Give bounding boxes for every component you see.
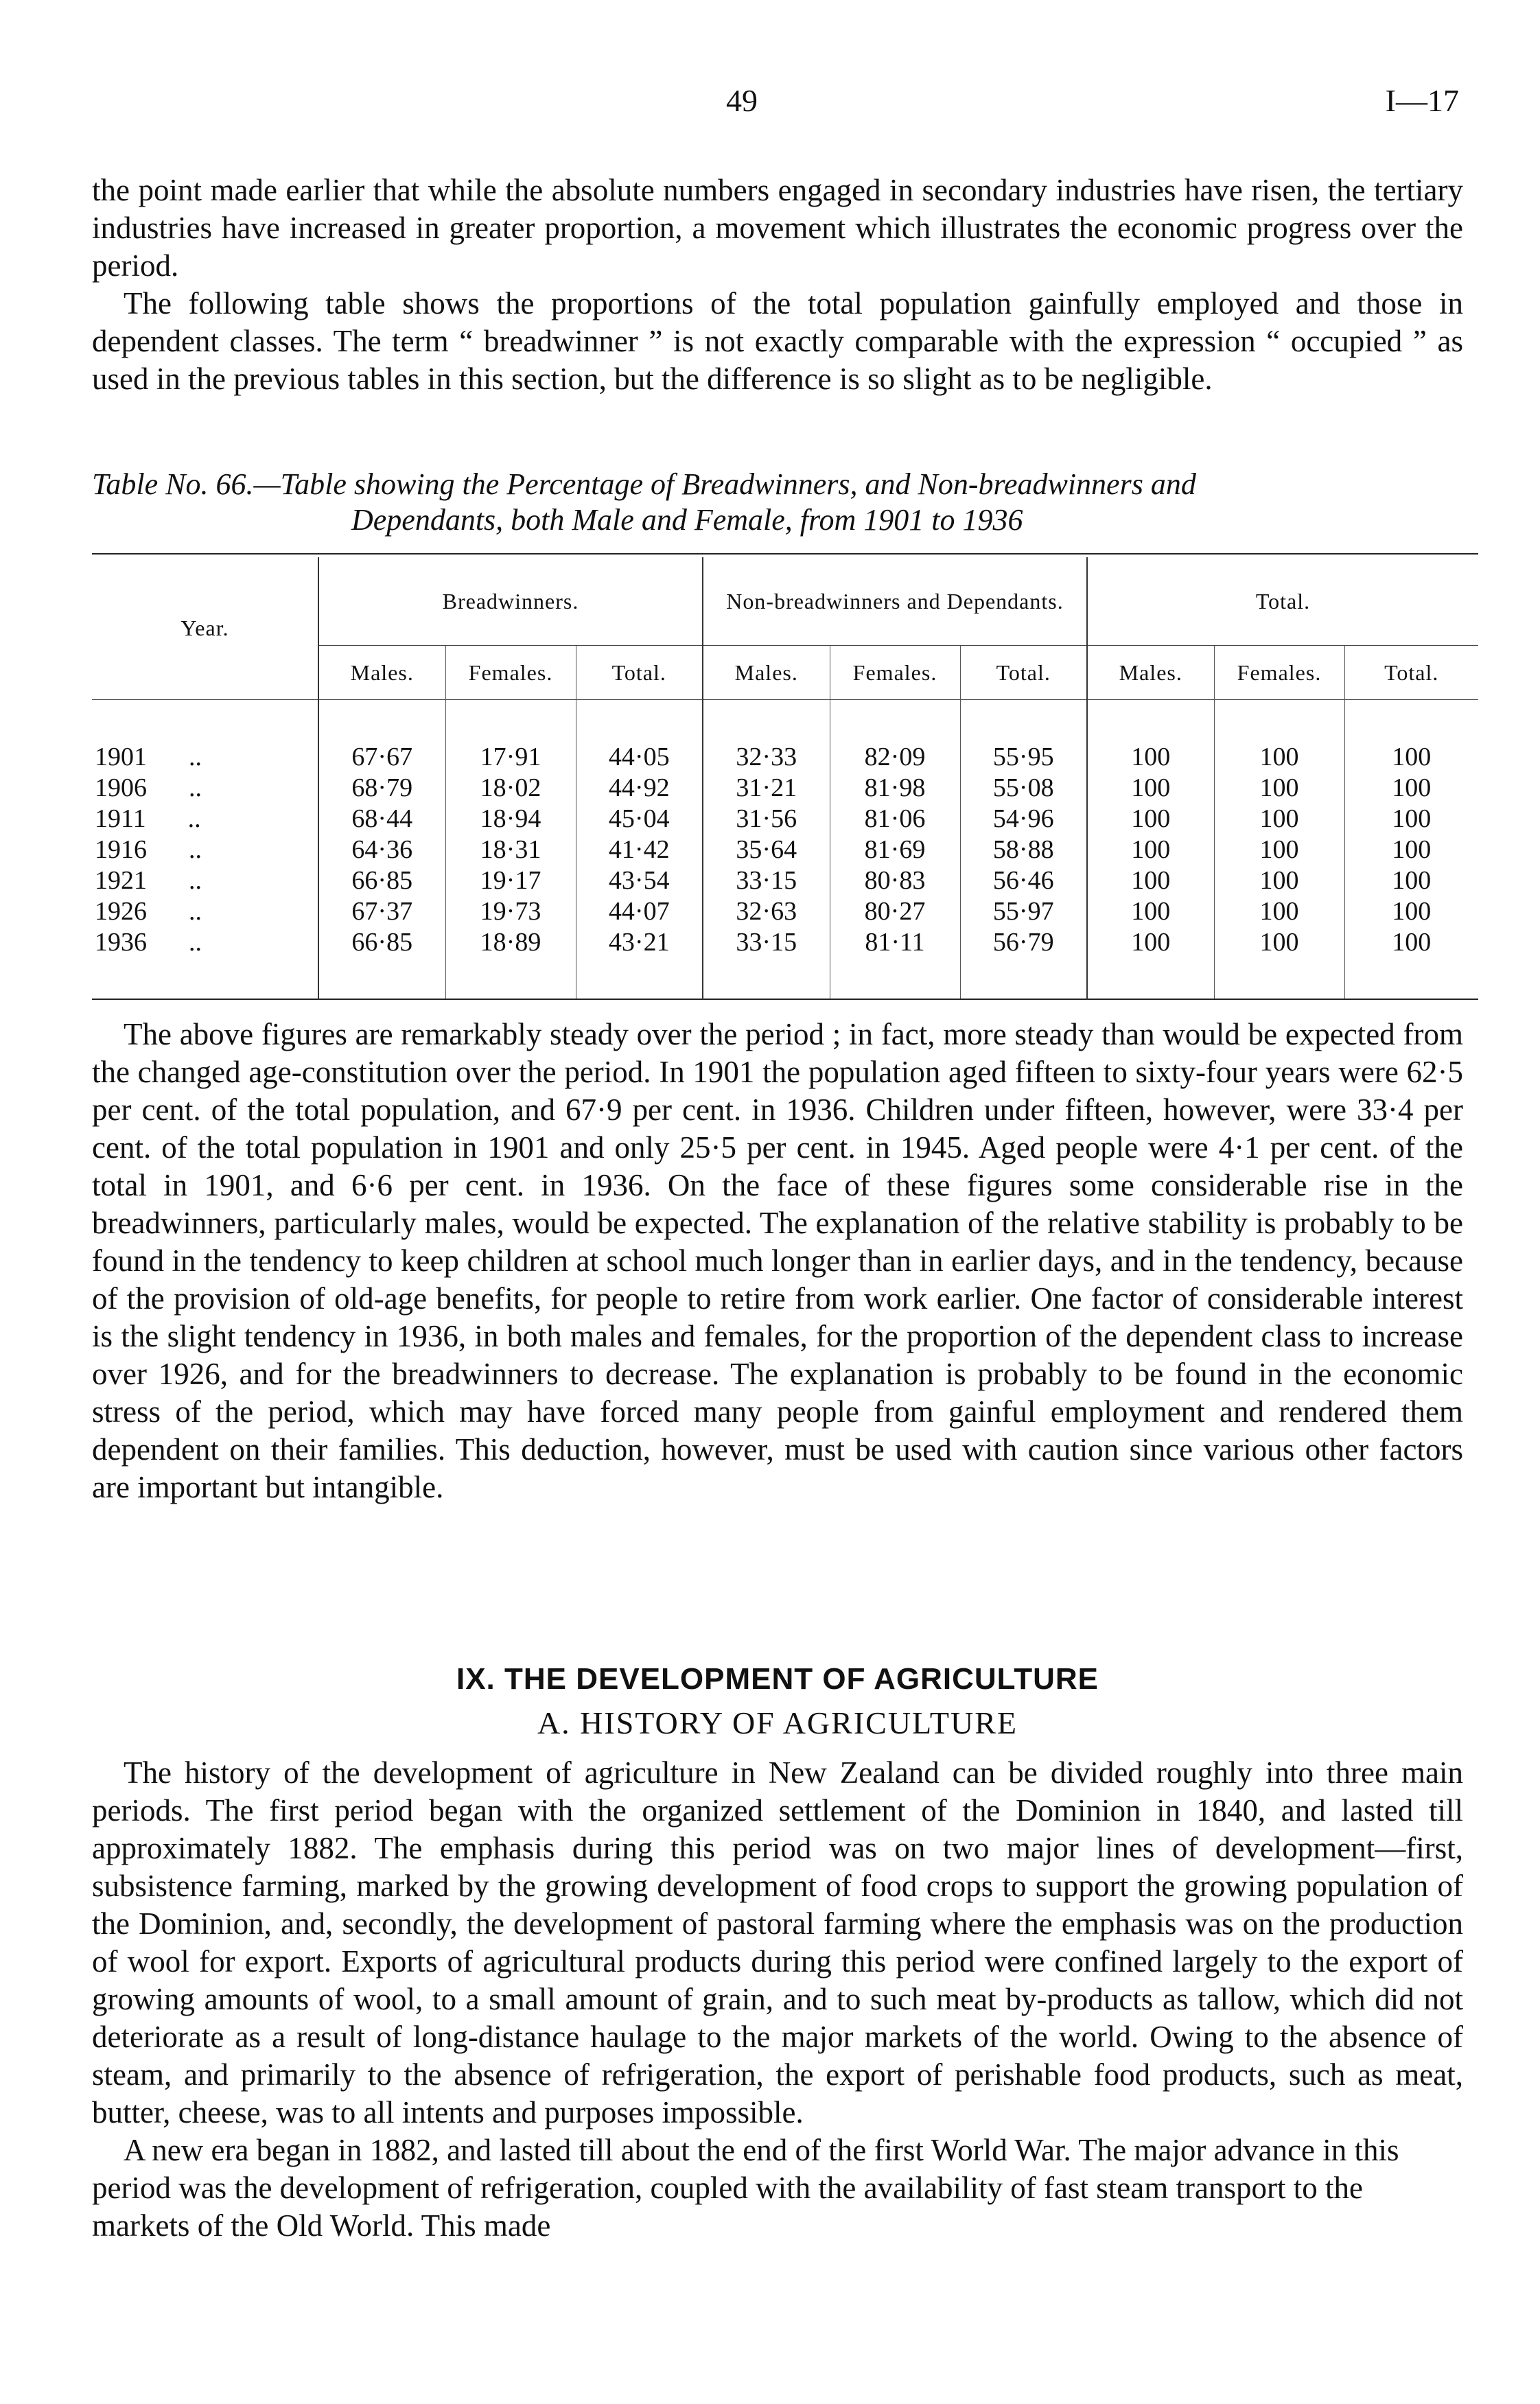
value-cell: 67·37	[318, 896, 445, 926]
value-cell: 45·04	[576, 803, 703, 834]
value-cell: 19·73	[445, 896, 576, 926]
table-top-rule	[92, 553, 1478, 555]
value-cell: 31·21	[703, 772, 830, 803]
value-cell: 56·46	[960, 865, 1087, 896]
group-header-non-breadwinners: Non-breadwinners and Dependants.	[703, 557, 1087, 646]
value-cell: 100	[1087, 741, 1214, 772]
value-cell: 100	[1214, 865, 1344, 896]
discussion-text	[92, 1016, 1463, 1506]
value-cell: 43·54	[576, 865, 703, 896]
table-caption-line: Dependants, both Male and Female, from 1901 to 1936	[351, 503, 1023, 537]
table-row	[92, 896, 1478, 926]
section-heading: IX. THE DEVELOPMENT OF AGRICULTURE	[456, 1662, 1099, 1696]
intro-paragraph: the point made earlier that while the absolute numbers engaged in secondary industries have risen, the tertiary industries have increased in greater proportion, a movement which illustrates the economic progress over the period.	[92, 173, 1463, 283]
value-cell: 100	[1344, 772, 1478, 803]
value-cell: 100	[1344, 834, 1478, 865]
value-cell: 17·91	[445, 741, 576, 772]
value-cell: 80·83	[830, 865, 960, 896]
value-cell: 82·09	[830, 741, 960, 772]
value-cell: 67·67	[318, 741, 445, 772]
value-cell: 32·63	[703, 896, 830, 926]
history-text	[92, 1754, 1463, 2245]
year-cell: 1906 ..	[95, 773, 202, 802]
table-row	[92, 865, 1478, 896]
value-cell: 55·95	[960, 741, 1087, 772]
page-reference: I—17	[1385, 83, 1459, 118]
group-header-breadwinners: Breadwinners.	[318, 557, 703, 646]
intro-text	[92, 172, 1463, 398]
value-cell: 44·07	[576, 896, 703, 926]
subheader-males: Males.	[703, 646, 830, 700]
value-cell: 100	[1214, 803, 1344, 834]
value-cell: 100	[1344, 896, 1478, 926]
value-cell: 100	[1087, 865, 1214, 896]
value-cell: 44·05	[576, 741, 703, 772]
value-cell: 100	[1344, 926, 1478, 957]
value-cell: 41·42	[576, 834, 703, 865]
value-cell: 18·31	[445, 834, 576, 865]
value-cell: 100	[1214, 926, 1344, 957]
year-cell: 1901 ..	[95, 742, 202, 771]
table-row	[92, 926, 1478, 957]
value-cell: 58·88	[960, 834, 1087, 865]
value-cell: 80·27	[830, 896, 960, 926]
history-paragraph: A new era began in 1882, and lasted till about the end of the first World War. The major advance in this period was the development of refrigeration, coupled with the availability of fast steam transport to the markets of the Old World. This made	[92, 2133, 1399, 2243]
subheader-males: Males.	[1087, 646, 1214, 700]
value-cell: 81·69	[830, 834, 960, 865]
history-paragraph: The history of the development of agriculture in New Zealand can be divided roughly into three main periods. The first period began with the organized settlement of the Dominion in 1840, and lasted till approximately 1882. The emphasis during this period was on two major lines of development—first, subsistence farming, marked by the growing development of food crops to support the growing population of the Dominion, and, secondly, the development of pastoral farming where the emphasis was on the production of wool for export. Exports of agricultural products during this period were confined largely to the export of growing amounts of wool, to a small amount of grain, and to such meat by-products as tallow, which did not deteriorate as a result of long-distance haulage to the major markets of the world. Owing to the absence of steam, and primarily to the absence of refrigeration, the export of perishable food products, such as meat, butter, cheese, was to all intents and purposes impossible.	[92, 1755, 1463, 2129]
value-cell: 66·85	[318, 926, 445, 957]
table-caption-line: Table No. 66.—Table showing the Percentage of Breadwinners, and Non-breadwinners and	[92, 467, 1196, 501]
year-cell: 1936 ..	[95, 927, 202, 957]
value-cell: 100	[1214, 741, 1344, 772]
value-cell: 100	[1214, 834, 1344, 865]
table-row	[92, 741, 1478, 772]
table-group-header-row	[92, 557, 1478, 646]
value-cell: 100	[1214, 772, 1344, 803]
section-subheading: A. HISTORY OF AGRICULTURE	[537, 1705, 1018, 1740]
subheader-total: Total.	[1344, 646, 1478, 700]
subheader-total: Total.	[576, 646, 703, 700]
subheader-females: Females.	[830, 646, 960, 700]
year-cell: 1926 ..	[95, 896, 202, 926]
value-cell: 33·15	[703, 926, 830, 957]
value-cell: 18·89	[445, 926, 576, 957]
value-cell: 100	[1087, 803, 1214, 834]
year-cell: 1916 ..	[95, 835, 202, 864]
value-cell: 100	[1214, 896, 1344, 926]
subheader-females: Females.	[445, 646, 576, 700]
value-cell: 100	[1344, 741, 1478, 772]
value-cell: 43·21	[576, 926, 703, 957]
page-header	[0, 82, 1540, 130]
value-cell: 100	[1344, 803, 1478, 834]
value-cell: 19·17	[445, 865, 576, 896]
value-cell: 31·56	[703, 803, 830, 834]
table-row	[92, 772, 1478, 803]
table-spacer-row	[92, 700, 1478, 742]
value-cell: 32·33	[703, 741, 830, 772]
subheader-females: Females.	[1214, 646, 1344, 700]
value-cell: 55·08	[960, 772, 1087, 803]
table-caption	[92, 467, 1463, 538]
value-cell: 64·36	[318, 834, 445, 865]
value-cell: 81·06	[830, 803, 960, 834]
table-bottom-row	[92, 957, 1478, 999]
value-cell: 100	[1087, 896, 1214, 926]
year-cell: 1911 ..	[95, 804, 201, 833]
value-cell: 35·64	[703, 834, 830, 865]
value-cell: 33·15	[703, 865, 830, 896]
value-cell: 44·92	[576, 772, 703, 803]
subheader-total: Total.	[960, 646, 1087, 700]
value-cell: 100	[1344, 865, 1478, 896]
value-cell: 100	[1087, 926, 1214, 957]
value-cell: 81·11	[830, 926, 960, 957]
year-column-header: Year.	[180, 616, 229, 640]
value-cell: 100	[1087, 834, 1214, 865]
value-cell: 56·79	[960, 926, 1087, 957]
year-cell: 1921 ..	[95, 865, 202, 895]
value-cell: 54·96	[960, 803, 1087, 834]
page-number: 49	[726, 83, 758, 118]
value-cell: 18·94	[445, 803, 576, 834]
breadwinners-table	[92, 557, 1478, 1000]
group-header-total: Total.	[1087, 557, 1478, 646]
table-row	[92, 834, 1478, 865]
subheader-males: Males.	[318, 646, 445, 700]
value-cell: 100	[1087, 772, 1214, 803]
discussion-paragraph: The above figures are remarkably steady over the period ; in fact, more steady than would be expected from the changed age-constitution over the period. In 1901 the population aged fifteen to sixty-four years were 62·5 per cent. of the total population, and 67·9 per cent. in 1936. Children under fifteen, however, were 33·4 per cent. of the total population in 1901 and only 25·5 per cent. in 1945. Aged people were 4·1 per cent. of the total in 1901, and 6·6 per cent. in 1936. On the face of these figures some considerable rise in the breadwinners, particularly males, would be expected. The explanation of the relative stability is probably to be found in the tendency to keep children at school much longer than in earlier days, and in the tendency, because of the provision of old-age benefits, for people to retire from work earlier. One factor of considerable interest is the slight tendency in 1936, in both males and females, for the proportion of the dependent class to increase over 1926, and for the breadwinners to decrease. The explanation is probably to be found in the economic stress of the period, which may have forced many people from gainful employment and rendered them dependent on their families. This deduction, however, must be used with caution since various other factors are important but intangible.	[92, 1017, 1463, 1504]
value-cell: 68·79	[318, 772, 445, 803]
intro-paragraph: The following table shows the proportions of the total population gainfully employed and those in dependent classes. The term “ breadwinner ” is not exactly comparable with the expression “ occupied ” as used in the previous tables in this section, but the difference is so slight as to be negligible.	[92, 286, 1463, 396]
table-row	[92, 803, 1478, 834]
value-cell: 81·98	[830, 772, 960, 803]
value-cell: 55·97	[960, 896, 1087, 926]
value-cell: 18·02	[445, 772, 576, 803]
value-cell: 68·44	[318, 803, 445, 834]
value-cell: 66·85	[318, 865, 445, 896]
